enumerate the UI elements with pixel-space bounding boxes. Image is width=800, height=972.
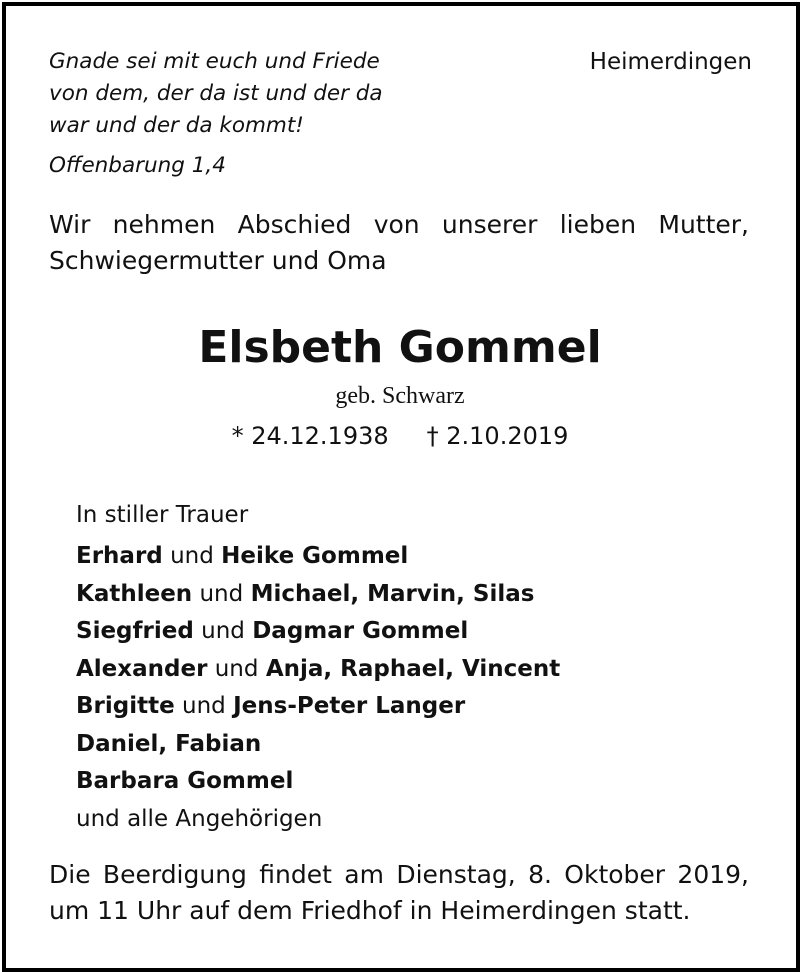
mourner-name: Barbara Gommel <box>76 768 294 794</box>
mourner-connector: und alle Angehörigen <box>76 805 323 832</box>
mourner-name: Fabian <box>175 730 262 757</box>
bible-verse <box>49 46 383 142</box>
life-dates <box>0 418 800 454</box>
mourner-row <box>76 576 560 614</box>
funeral-line: Die Beerdigung findet am Dienstag, 8. Oktober 2019, <box>49 860 749 889</box>
mourner-name: Marvin <box>367 580 457 607</box>
mourner-row <box>76 651 560 689</box>
mourner-name: , <box>456 580 473 607</box>
verse-line: war und der da kommt! <box>49 113 304 138</box>
mourner-name: Daniel <box>76 730 159 757</box>
mourner-name: Jens-Peter Langer <box>233 693 466 719</box>
mourner-name: Brigitte <box>76 693 175 719</box>
mourner-name: , <box>445 655 462 682</box>
mourner-name: Alexander <box>76 655 208 682</box>
mourner-row <box>76 763 560 801</box>
mourner-row <box>76 688 560 726</box>
mourner-name: Siegfried <box>76 618 194 644</box>
mourner-row <box>76 538 560 576</box>
mourners-list <box>76 538 560 838</box>
verse-reference: Offenbarung 1,4 <box>49 153 226 178</box>
mourner-connector: und <box>207 655 266 682</box>
mourner-name: Anja <box>265 655 324 682</box>
mourner-name: Dagmar Gommel <box>252 618 469 644</box>
place-name: Heimerdingen <box>589 49 752 75</box>
intro-line: Schwiegermutter und Oma <box>49 246 387 275</box>
mourning-label: In stiller Trauer <box>76 502 249 528</box>
funeral-info <box>49 857 749 929</box>
mourner-name: Heike Gommel <box>221 543 409 569</box>
funeral-line: um 11 Uhr auf dem Friedhof in Heimerdingen statt. <box>49 896 691 925</box>
mourner-connector: und <box>174 693 234 719</box>
mourner-name: Vincent <box>461 655 561 682</box>
mourner-row <box>76 726 560 764</box>
mourner-name: , <box>158 730 176 757</box>
mourner-name: Raphael <box>340 655 446 682</box>
mourner-name: Michael <box>250 580 351 607</box>
verse-line: Gnade sei mit euch und Friede <box>49 49 380 74</box>
mourner-row <box>76 613 560 651</box>
mourner-name: , <box>323 655 341 682</box>
mourner-connector: und <box>192 580 251 607</box>
farewell-intro <box>49 207 749 279</box>
death-date: † 2.10.2019 <box>426 422 569 450</box>
mourner-connector: und <box>162 543 222 569</box>
mourner-connector: und <box>193 618 253 644</box>
deceased-name: Elsbeth Gommel <box>198 322 602 373</box>
birth-date: * 24.12.1938 <box>231 422 389 450</box>
intro-line: Wir nehmen Abschied von unserer lieben Mutter, <box>49 210 749 239</box>
mourner-name: Silas <box>472 580 535 607</box>
mourner-name: Kathleen <box>76 580 193 607</box>
mourner-name: , <box>350 580 368 607</box>
mourner-name: Erhard <box>76 543 163 569</box>
maiden-name: geb. Schwarz <box>335 383 465 409</box>
verse-line: von dem, der da ist und der da <box>49 81 383 106</box>
mourner-row <box>76 801 560 839</box>
